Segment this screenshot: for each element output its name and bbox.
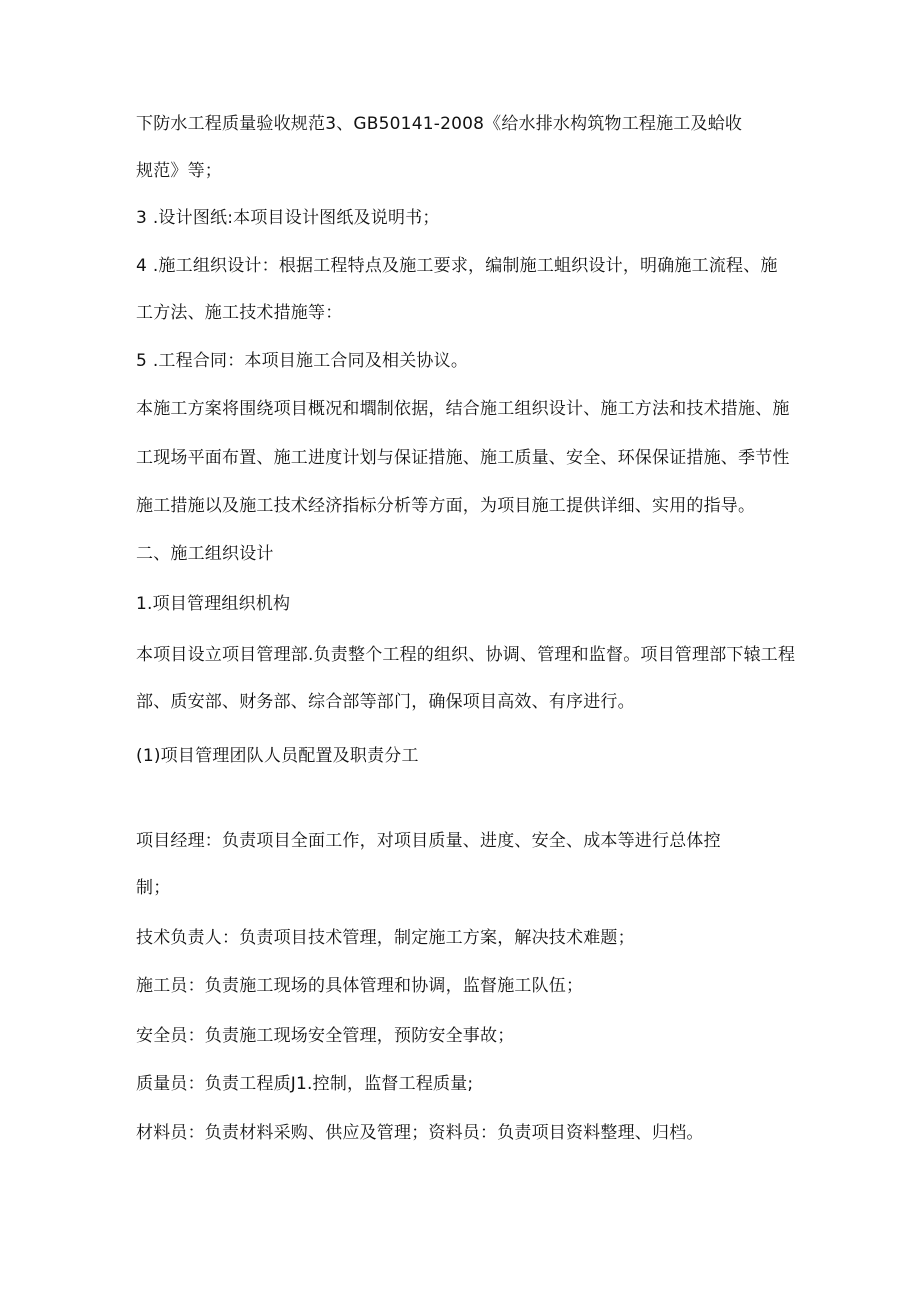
sub-subsection-heading: (1)项目管理团队人员配置及职责分工 [136,746,419,766]
text-line-7: 本施工方案将围绕项目概况和壛制依据，结合施工组织设计、施工方法和技术措施、施 [136,399,790,419]
role-project-manager: 项目经理：负责项目全面工作，对项目质量、进度、安全、成本等进行总体控 [136,831,721,851]
role-technical-lead: 技术负责人：负责项目技术管理，制定施工方案，解决技术难题； [136,928,635,948]
text-line-2: 规范》等； [136,161,222,181]
text-line-8: 工现场平面布置、施工进度计划与保证措施、施工质量、安全、环保保证措施、季节性 [136,448,790,468]
text-line-1: 下防水工程质量验收规范3、GB50141-2008《给水排水构筑物工程施工及蛤收 [136,114,743,134]
text-line-9: 施工措施以及施工技术经济指标分析等方面，为项目施工提供详细、实用的指导。 [136,496,756,516]
section-heading: 二、施工组织设计 [136,544,274,564]
text-line-16: 制； [136,878,171,898]
text-line-12: 本项目设立项目管理部.负责整个工程的组织、协调、管理和监督。项目管理部下辕工程 [136,645,796,665]
subsection-heading: 1.项目管理组织机构 [136,594,291,614]
role-safety-officer: 安全员：负责施工现场安全管理，预防安全事故； [136,1026,515,1046]
role-quality-officer: 质量员：负责工程质J1.控制，监督工程质量; [136,1074,474,1094]
text-line-13: 部、质安部、财务部、综合部等部门，确保项目高效、有序进行。 [136,692,635,712]
role-material-officer: 材料员：负责材料采购、供应及管理；资料员：负责项目资料整理、归档。 [136,1123,704,1143]
list-item-3: 3 .设计图纸:本项目设计图纸及说明书； [136,208,440,228]
role-construction-officer: 施工员：负责施工现场的具体管理和协调，监督施工队伍； [136,976,584,996]
list-item-5: 5 .工程合同：本项目施工合同及相关协议。 [136,351,469,371]
text-line-5: 工方法、施工技术措施等： [136,303,343,323]
list-item-4: 4 .施工组织设计：根据工程特点及施工要求，编制施工蛆织设计，明确施工流程、施 [136,256,778,276]
